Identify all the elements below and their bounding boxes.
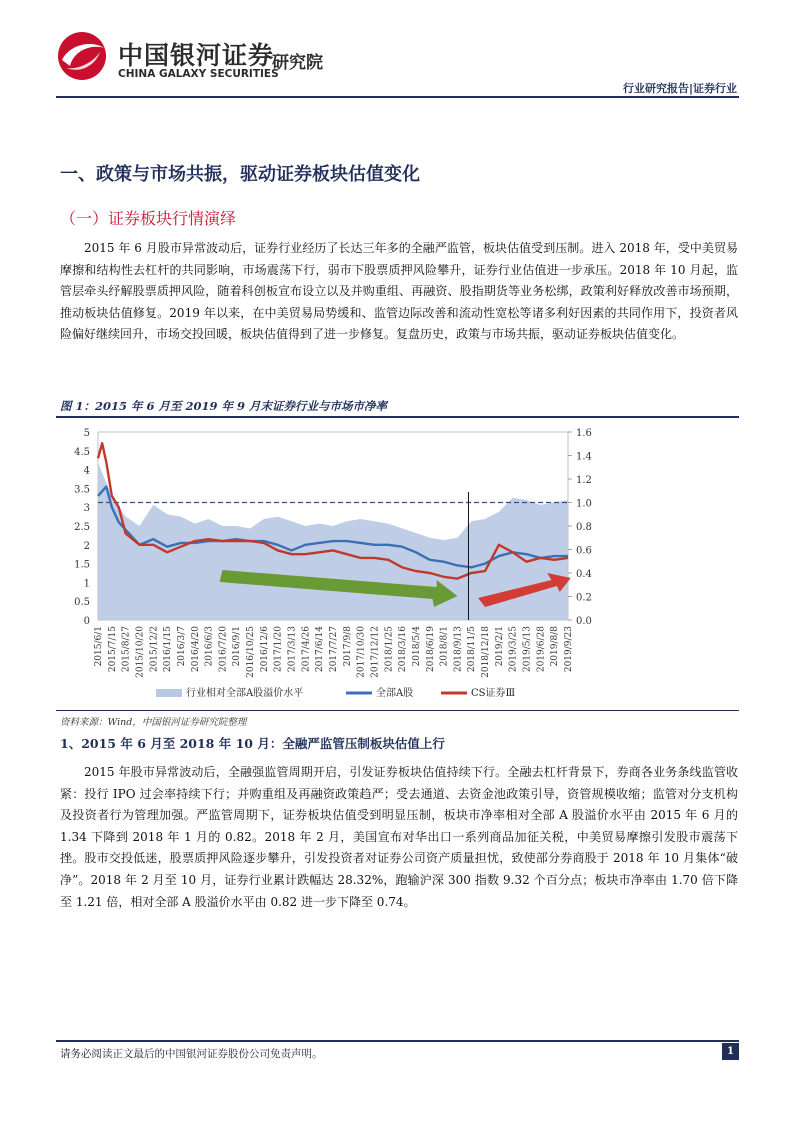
x-axis-tick: 2016/6/3 [204, 626, 215, 667]
left-axis-tick: 5 [83, 428, 90, 439]
x-axis-tick: 2019/5/13 [522, 626, 533, 673]
x-axis-tick: 2017/12/12 [370, 626, 381, 678]
x-axis-tick: 2019/6/28 [536, 626, 547, 673]
subsection-title: （一）证券板块行情演绎 [60, 209, 237, 228]
x-axis-tick: 2015/6/1 [94, 626, 104, 667]
legend-swatch-area [156, 689, 182, 697]
legend-label: 行业相对全部A股溢价水平 [186, 688, 304, 699]
x-axis-tick: 2018/1/25 [384, 626, 395, 673]
paragraph-2-text: 2015 年股市异常波动后，全融强监管周期开启，引发证券板块估值持续下行。全融去杠杆背景下，券商各业务条线监管收紧：投行 IPO 过会率持续下行；并购重组及再融资政策趋严；受去通道、去资金池政策引导，资管规模收缩；监管对分支机构及投资者行为管理加强。严监管周期下，证券板块估值受到明显压制，板块市净率相对全部 A 股溢价水平由 2015 年 6 月的 1.34 下降到 2018 年 1 月的 0.82。2018 年 2 月，美国宣布对华出口一系列商品加征关税，中美贸易摩擦引发股市震荡下挫。股市交投低迷，股票质押风险逐步攀升，引发投资者对证券公司资产质量担忧，致使部分券商股于 2018 年 10 月集体“破净”。2018 年 2 月至 10 月，证券行业累计跌幅达 28.32%，跑输沪深 300 指数 9.32 个百分点；板块市净率由 1.70 倍下降至 1.21 倍，相对全部 A 股溢价水平由 0.82 进一步下降至 0.74。 [60, 765, 738, 909]
x-axis-tick: 2018/9/13 [453, 626, 464, 673]
footer-rule [56, 1040, 739, 1042]
x-axis-tick: 2019/3/25 [508, 626, 519, 673]
x-axis-tick: 2018/5/4 [411, 626, 422, 667]
org-name-en: CHINA GALAXY SECURITIES [118, 68, 279, 80]
x-axis-tick: 2016/3/7 [176, 626, 187, 667]
x-axis-tick: 2016/7/20 [218, 626, 229, 673]
left-axis-tick: 0.5 [74, 597, 90, 609]
x-axis-tick: 2015/12/2 [149, 626, 160, 673]
x-axis-tick: 2016/9/1 [232, 626, 243, 667]
right-axis-tick: 1.4 [576, 451, 592, 463]
x-axis-tick: 2015/10/20 [135, 626, 146, 678]
institute-name: 研究院 [272, 53, 323, 73]
left-axis-tick: 2 [83, 540, 90, 552]
left-axis-tick: 4 [83, 465, 90, 477]
left-axis-tick: 3 [83, 503, 90, 515]
x-axis-tick: 2018/6/19 [425, 626, 436, 673]
paragraph-2 [60, 762, 738, 913]
left-axis-tick: 1.5 [74, 559, 90, 571]
x-axis-tick: 2017/9/8 [342, 626, 353, 667]
left-axis-tick: 4.5 [74, 446, 90, 458]
figure-title: 图 1：2015 年 6 月至 2019 年 9 月末证券行业与市场市净率 [60, 399, 388, 413]
x-axis-tick: 2018/8/1 [439, 626, 450, 667]
subheading-1: 1、2015 年 6 月至 2018 年 10 月：全融严监管压制板块估值上行 [60, 736, 445, 751]
x-axis-tick: 2015/7/15 [107, 626, 118, 673]
x-axis-tick: 2017/6/14 [315, 626, 326, 673]
x-axis-tick: 2016/12/6 [259, 626, 270, 673]
figure-title-rule [56, 416, 739, 418]
right-axis-tick: 1.2 [576, 475, 592, 486]
right-axis-tick: 1.6 [576, 428, 592, 439]
intro-paragraph [60, 238, 738, 346]
right-axis-tick: 1.0 [576, 498, 592, 510]
left-axis-tick: 2.5 [74, 522, 90, 533]
x-axis-tick: 2016/1/15 [163, 626, 174, 673]
left-axis-tick: 0 [83, 616, 90, 627]
x-axis-tick: 2017/3/13 [287, 626, 298, 673]
legend-label: CS证券Ⅲ [471, 688, 516, 699]
right-axis-tick: 0.0 [576, 616, 592, 627]
pb-ratio-chart [56, 420, 740, 710]
x-axis-tick: 2016/10/25 [246, 626, 257, 678]
x-axis-tick: 2018/12/18 [481, 626, 492, 678]
x-axis-tick: 2019/2/1 [494, 626, 505, 667]
x-axis-tick: 2019/8/8 [550, 626, 561, 667]
x-axis-tick: 2019/9/23 [564, 626, 574, 673]
x-axis-tick: 2017/4/26 [301, 626, 312, 673]
x-axis-tick: 2017/10/30 [356, 626, 367, 678]
right-axis-tick: 0.6 [576, 545, 592, 557]
footer-disclaimer: 请务必阅读正文最后的中国银河证券股份公司免责声明。 [60, 1048, 323, 1060]
figure-source: 资料来源：Wind，中国银河证券研究院整理 [60, 717, 247, 728]
left-axis-tick: 3.5 [74, 484, 90, 496]
header-rule [56, 96, 739, 98]
report-type: 行业研究报告|证券行业 [622, 82, 737, 95]
x-axis-tick: 2018/11/5 [467, 626, 478, 673]
section-title: 一、政策与市场共振，驱动证券板块估值变化 [60, 164, 420, 185]
x-axis-tick: 2017/1/20 [273, 626, 284, 673]
chart-bottom-rule [56, 710, 739, 711]
x-axis-tick: 2016/4/20 [190, 626, 201, 673]
page-number: 1 [722, 1043, 739, 1060]
left-axis-tick: 1 [83, 578, 90, 590]
galaxy-logo-icon [52, 30, 112, 82]
right-axis-tick: 0.4 [576, 569, 592, 580]
x-axis-tick: 2015/8/27 [121, 626, 132, 673]
logo [52, 30, 112, 82]
right-axis-tick: 0.8 [576, 522, 592, 533]
x-axis-tick: 2018/3/16 [398, 626, 409, 673]
legend-label: 全部A股 [376, 688, 414, 699]
org-name-cn: 中国银河证券 [118, 41, 275, 70]
right-axis-tick: 0.2 [576, 592, 592, 604]
intro-text: 2015 年 6 月股市异常波动后，证券行业经历了长达三年多的全融严监管，板块估值受到压制。进入 2018 年，受中美贸易摩擦和结构性去杠杆的共同影响，市场震荡下行，弱市下股票质押风险攀升，证券行业估值进一步承压。2018 年 10 月起，监管层牵头纾解股票质押风险，随着科创板宣布设立以及并购重组、再融资、股指期货等业务松绑，政策利好释放改善市场预期，推动板块估值修复。2019 年以来，在中美贸易局势缓和、监管边际改善和流动性宽松等诸多利好因素的共同作用下，投资者风险偏好继续回升，市场交投回暖，板块估值得到了进一步修复。复盘历史，政策与市场共振，驱动证券板块估值变化。 [60, 241, 738, 342]
x-axis-tick: 2017/7/27 [329, 626, 339, 673]
